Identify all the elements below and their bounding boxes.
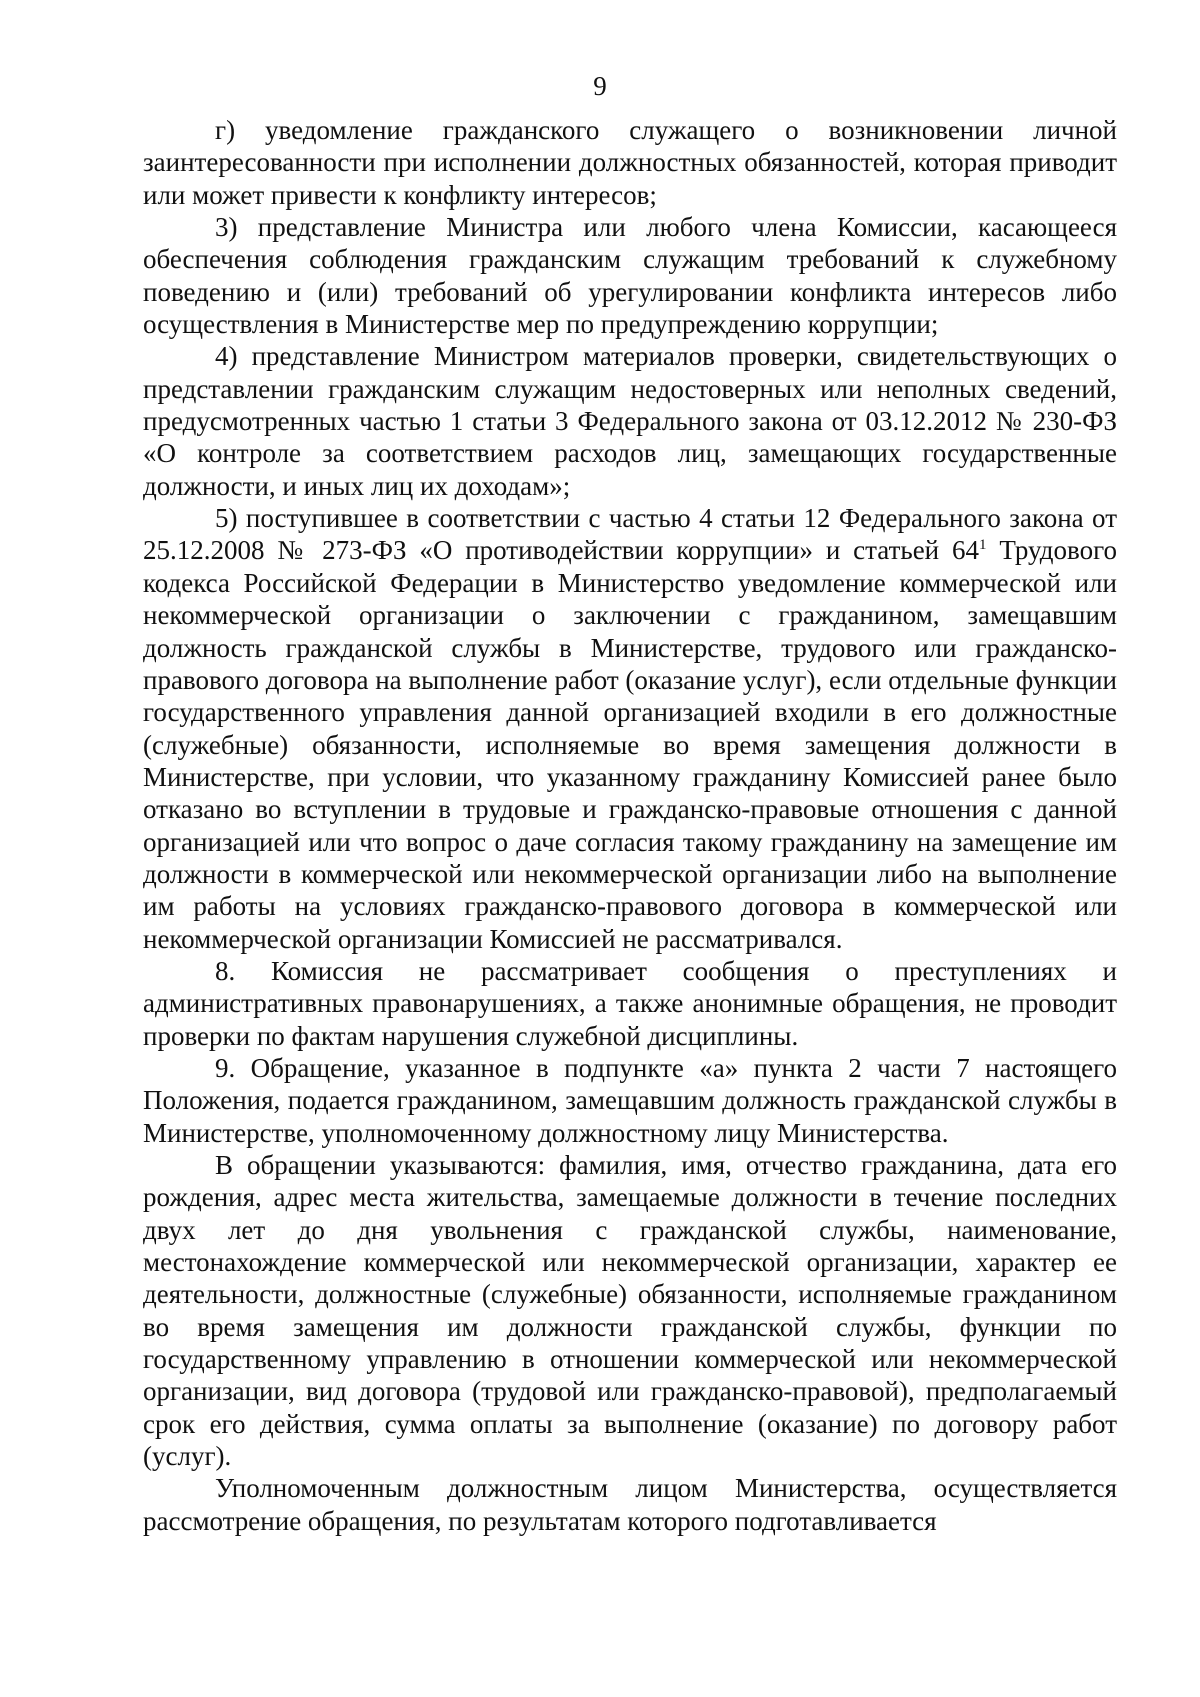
page-number: 9: [593, 71, 607, 101]
paragraph-clause-8: 8. Комиссия не рассматривает сообщения о преступлениях и административных правонарушениях, а также анонимные обращения, не проводит проверки по фактам нарушения служебной дисциплины.: [143, 955, 1117, 1051]
paragraph-item-3: 3) представление Министра или любого члена Комиссии, касающееся обеспечения соблюдения гражданским служащим требований к служебному поведению и (или) требований об урегулировании конфликта интересов либо осуществления в Министерстве мер по предупреждению коррупции;: [143, 212, 1117, 340]
paragraph-item-5-text-after: Трудового кодекса Российской Федерации в Министерство уведомление коммерческой или некоммерческой организации о заключении с гражданином, замещавшим должность гражданской службы в Министерстве, трудового или гражданско-правового договора на выполнение работ (оказание услуг), если отдельные функции государственного управления данной организацией входили в его должностные (служебные) обязанности, исполняемые во время замещения должности в Министерстве, при условии, что указанному гражданину Комиссией ранее было отказано во вступлении в трудовые и гражданско-правовые отношения с данной организацией или что вопрос о даче согласия такому гражданину на замещение им должности в коммерческой или некоммерческой организации либо на выполнение им работы на условиях гражданско-правового договора в коммерческой или некоммерческой организации Комиссией не рассматривался.: [143, 535, 1117, 954]
paragraph-item-4: 4) представление Министром материалов проверки, свидетельствующих о представлении гражданским служащим недостоверных или неполных сведений, предусмотренных частью 1 статьи 3 Федерального закона от 03.12.2012 № 230-ФЗ «О контроле за соответствием расходов лиц, замещающих государственные должности, и иных лиц их доходам»;: [143, 341, 1117, 501]
paragraph-appeal-contents: В обращении указываются: фамилия, имя, отчество гражданина, дата его рождения, адрес места жительства, замещаемые должности в течение последних двух лет до дня увольнения с гражданской службы, наименование, местонахождение коммерческой или некоммерческой организации, характер ее деятельности, должностные (служебные) обязанности, исполняемые гражданином во время замещения им должности гражданской службы, функции по государственному управлению в отношении коммерческой или некоммерческой организации, вид договора (трудовой или гражданско-правовой), предполагаемый срок его действия, сумма оплаты за выполнение (оказание) по договору работ (услуг).: [143, 1150, 1117, 1472]
paragraph-item-5: [143, 502, 1117, 955]
paragraph-subitem-g: г) уведомление гражданского служащего о возникновении личной заинтересованности при исполнении должностных обязанностей, которая приводит или может привести к конфликту интересов;: [143, 115, 1117, 210]
paragraph-item-5-text-before: 5) поступившее в соответствии с частью 4 статьи 12 Федерального закона от 25.12.2008 № 273-ФЗ «О противодействии коррупции» и статьей 64: [143, 503, 1117, 566]
paragraph-appeal-review: Уполномоченным должностным лицом Министерства, осуществляется рассмотрение обращения, по результатам которого подготавливается: [143, 1473, 1117, 1536]
article-superscript: 1: [979, 537, 987, 554]
paragraph-clause-9: 9. Обращение, указанное в подпункте «а» пункта 2 части 7 настоящего Положения, подается гражданином, замещавшим должность гражданской службы в Министерстве, уполномоченному должностному лицу Министерства.: [143, 1052, 1117, 1148]
document-body: [143, 114, 1117, 1537]
